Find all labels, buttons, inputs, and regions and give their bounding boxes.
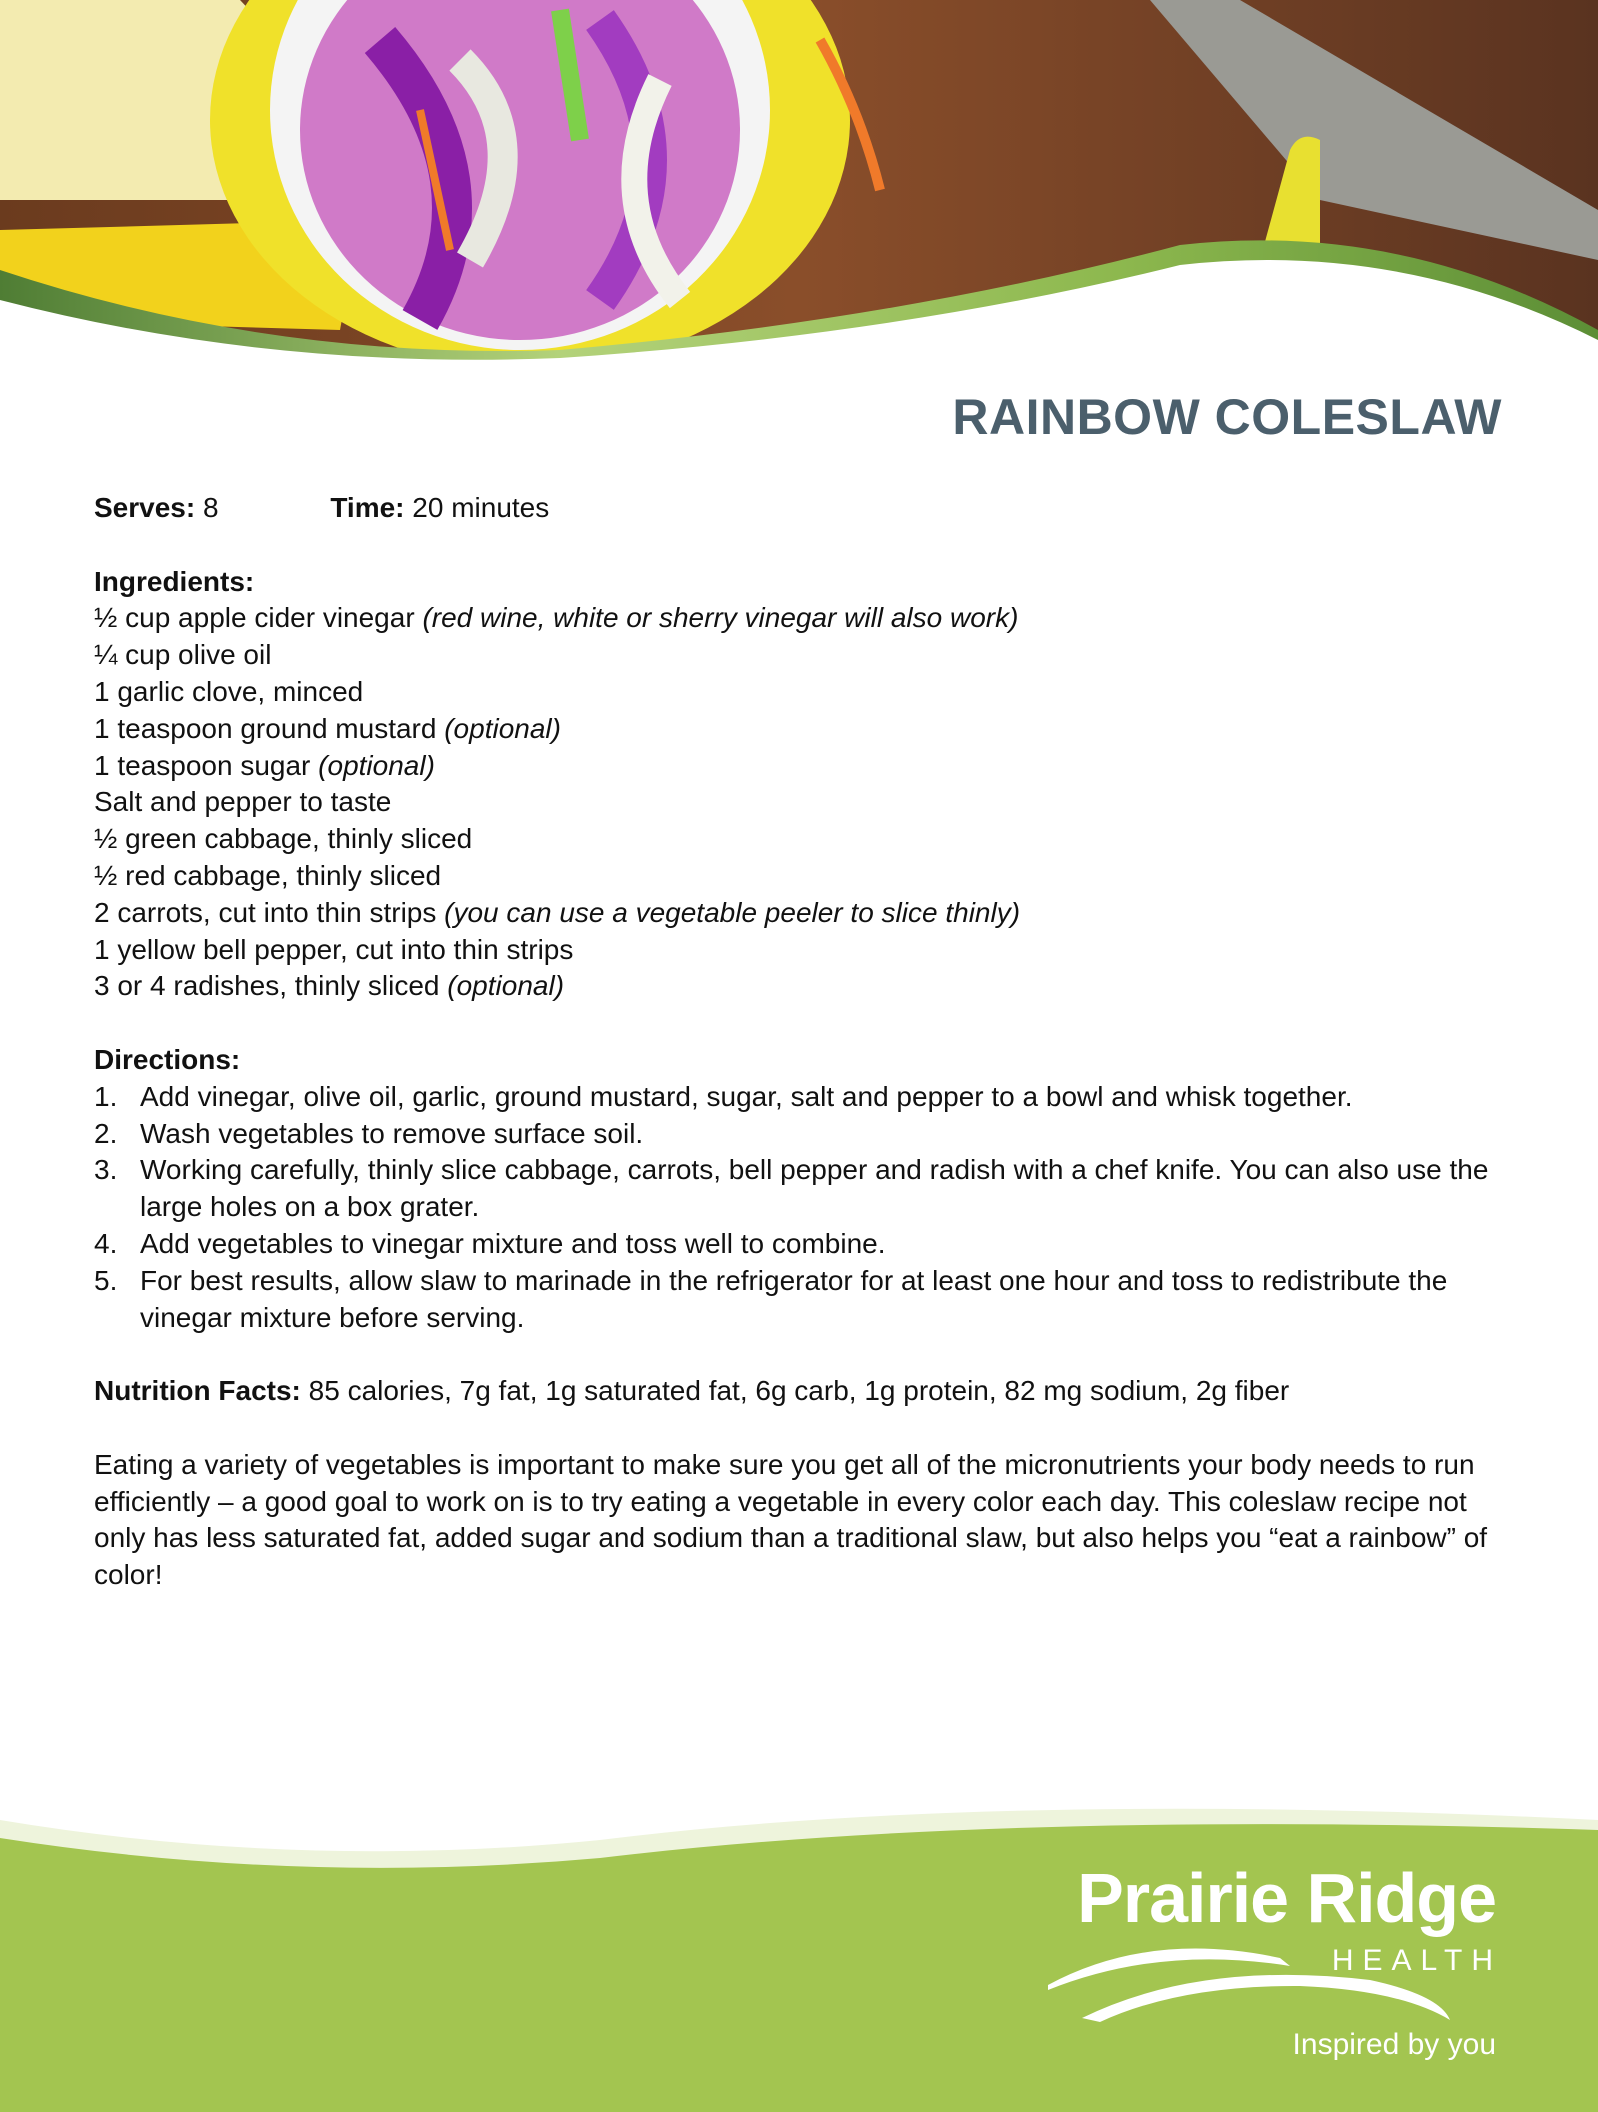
- ingredient-item: [94, 637, 1514, 674]
- direction-step: [94, 1116, 1514, 1153]
- header-photo-coleslaw: [0, 0, 1598, 360]
- ingredient-note: (you can use a vegetable peeler to slice thinly): [444, 896, 1021, 928]
- brand-logo-health: HEALTH: [1331, 1944, 1502, 1977]
- nutrition-facts: [94, 1373, 1514, 1410]
- directions-list: [94, 1079, 1514, 1337]
- ingredient-text: 1 teaspoon sugar: [94, 749, 319, 781]
- ingredient-item: [94, 895, 1514, 932]
- ingredient-text: 2 carrots, cut into thin strips: [94, 896, 445, 928]
- ingredients-heading: Ingredients:: [94, 565, 255, 597]
- ingredient-item: [94, 968, 1514, 1005]
- step-text: Working carefully, thinly slice cabbage, carrots, bell pepper and radish with a chef knife. You can also use the large holes on a box grater.: [140, 1154, 1489, 1223]
- directions-heading: Directions:: [94, 1043, 241, 1075]
- ingredient-item: [94, 858, 1514, 895]
- ingredient-text: Salt and pepper to taste: [94, 786, 392, 818]
- recipe-title: RAINBOW COLESLAW: [952, 389, 1502, 445]
- direction-step: [94, 1263, 1514, 1337]
- step-number: 3.: [94, 1154, 118, 1186]
- step-text: Add vegetables to vinegar mixture and toss well to combine.: [140, 1227, 886, 1259]
- ingredient-item: [94, 711, 1514, 748]
- ingredient-item: [94, 674, 1514, 711]
- direction-step: [94, 1079, 1514, 1116]
- serves-value: 8: [202, 492, 219, 523]
- ingredient-text: 1 garlic clove, minced: [94, 675, 364, 707]
- ingredient-note: (optional): [444, 712, 561, 744]
- ingredient-text: ½ red cabbage, thinly sliced: [94, 859, 442, 891]
- ingredient-item: [94, 600, 1514, 637]
- nutrition-value: 85 calories, 7g fat, 1g saturated fat, 6g carb, 1g protein, 82 mg sodium, 2g fiber: [300, 1375, 1290, 1407]
- ingredient-text: ½ cup apple cider vinegar: [94, 602, 423, 634]
- ingredient-item: [94, 784, 1514, 821]
- ingredient-text: ¼ cup olive oil: [94, 639, 272, 671]
- ingredient-text: 3 or 4 radishes, thinly sliced: [94, 970, 448, 1002]
- direction-step: [94, 1226, 1514, 1263]
- time-value: 20 minutes: [412, 492, 550, 523]
- serves-label: Serves:: [94, 492, 196, 523]
- brand-logo-name: Prairie Ridge: [1077, 1859, 1496, 1937]
- recipe-meta: [94, 490, 1514, 527]
- ingredient-item: [94, 932, 1514, 969]
- direction-step: [94, 1152, 1514, 1226]
- step-number: 4.: [94, 1227, 118, 1259]
- nutrition-label: Nutrition Facts:: [94, 1375, 301, 1407]
- brand-tagline: Inspired by you: [1292, 2028, 1496, 2061]
- step-number: 5.: [94, 1264, 118, 1296]
- ingredient-note: (optional): [447, 970, 565, 1002]
- step-text: Wash vegetables to remove surface soil.: [140, 1117, 644, 1149]
- ingredient-note: (red wine, white or sherry vinegar will also work): [422, 602, 1019, 634]
- ingredient-note: (optional): [318, 749, 435, 781]
- ingredient-text: 1 yellow bell pepper, cut into thin strips: [94, 933, 574, 965]
- step-number: 1.: [94, 1080, 118, 1112]
- closing-paragraph: Eating a variety of vegetables is important to make sure you get all of the micronutrients your body needs to run efficiently – a good goal to work on is to try eating a vegetable in every color each day. This coleslaw recipe not only has less saturated fat, added sugar and sodium than a traditional slaw, but also helps you “eat a rainbow” of color!: [94, 1448, 1488, 1591]
- ingredient-text: 1 teaspoon ground mustard: [94, 712, 445, 744]
- ingredient-item: [94, 821, 1514, 858]
- recipe-body: [94, 490, 1514, 1594]
- ingredient-item: [94, 748, 1514, 785]
- ingredient-text: ½ green cabbage, thinly sliced: [94, 823, 473, 855]
- time-label: Time:: [330, 492, 405, 523]
- step-number: 2.: [94, 1117, 118, 1149]
- step-text: For best results, allow slaw to marinade in the refrigerator for at least one hour and toss to redistribute the vinegar mixture before serving.: [140, 1264, 1448, 1333]
- ingredients-list: [94, 600, 1514, 1005]
- step-text: Add vinegar, olive oil, garlic, ground mustard, sugar, salt and pepper to a bowl and whisk together.: [140, 1080, 1353, 1112]
